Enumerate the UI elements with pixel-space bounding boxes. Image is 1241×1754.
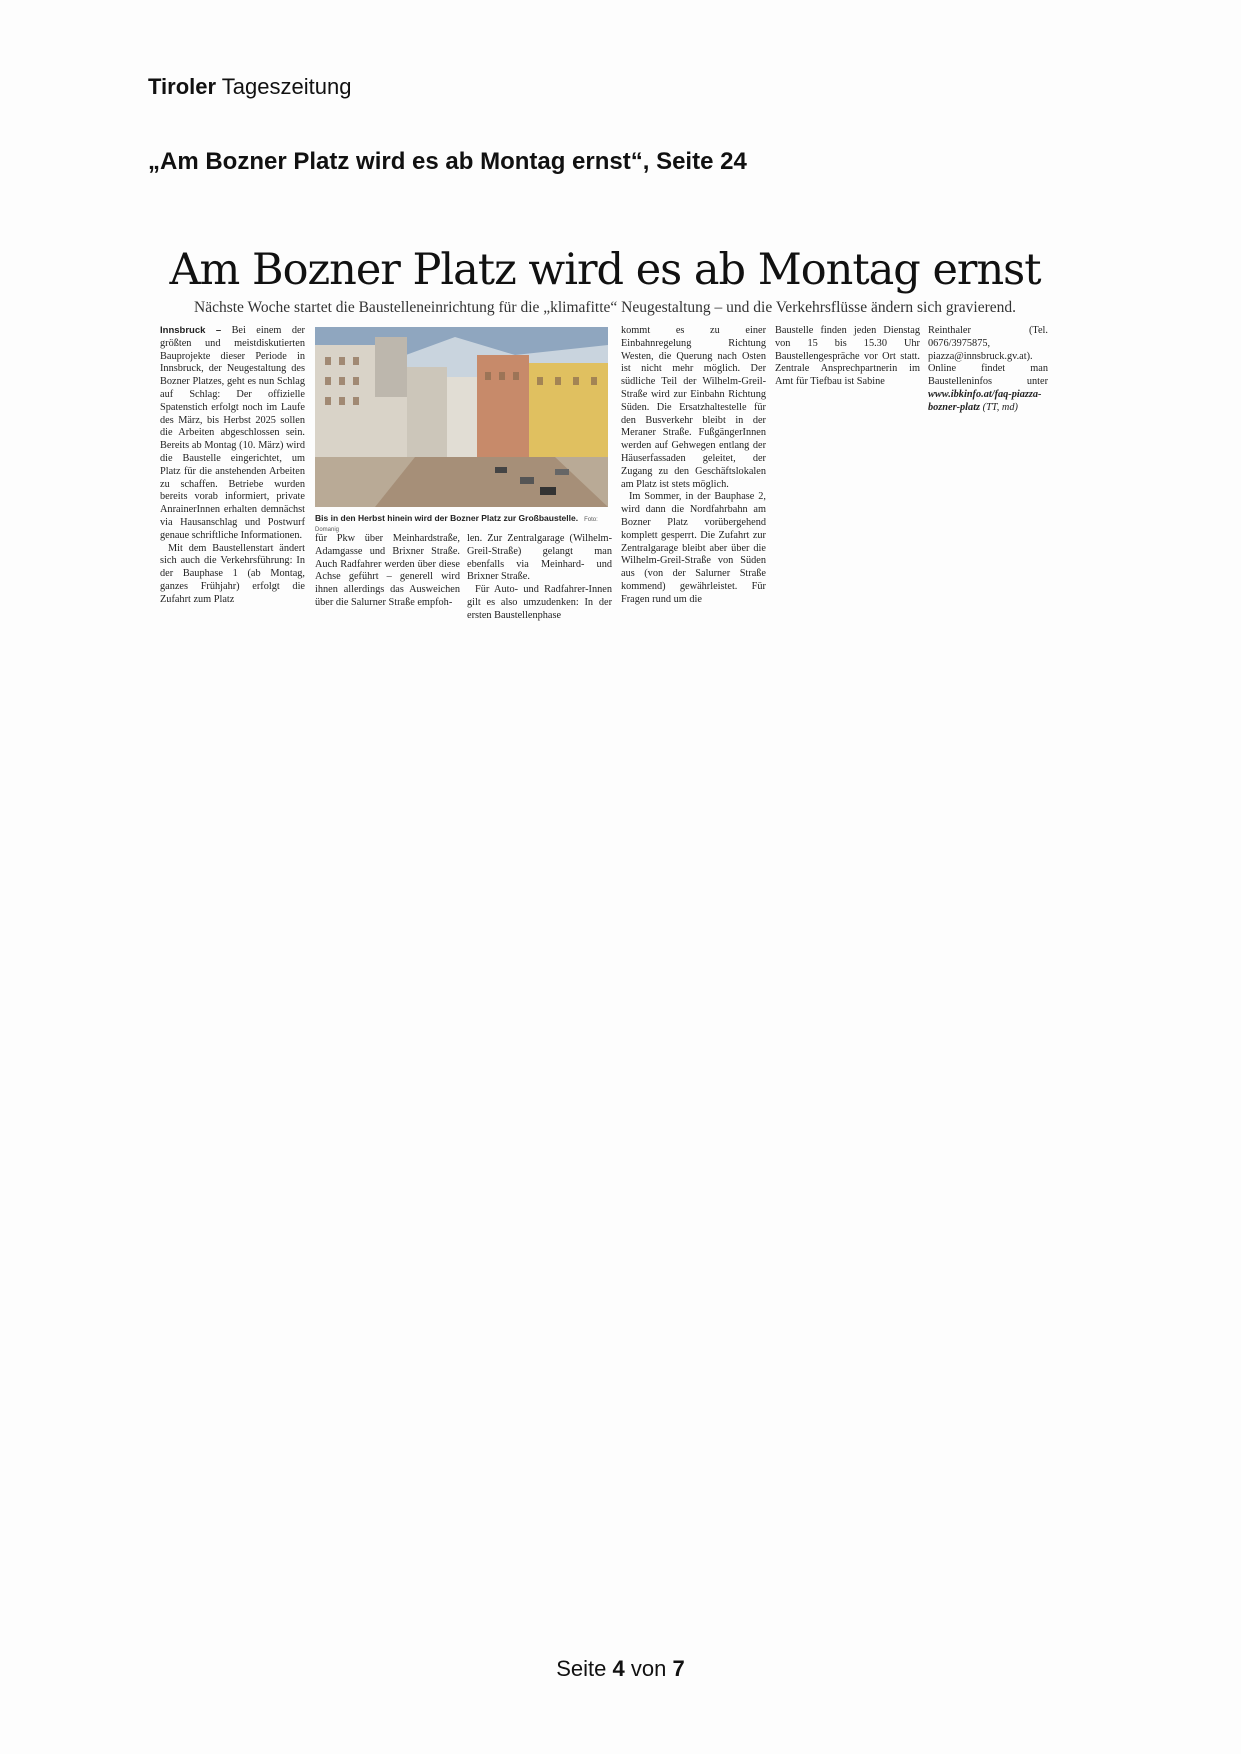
paragraph: kommt es zu einer Einbahnregelung Richtung Westen, die Querung nach Osten ist nicht mehr möglich. Der südliche Teil der Wilhelm-Greil-Straße wird zur Einbahn Richtung Süden. Die Ersatzhaltestelle für den Busverkehr bleibt in der Meraner Straße. FußgängerInnen werden auf Gehwegen entlang der Häuserfassaden geleitet, der Zugang zu den Geschäftslokalen am Platz ist stets möglich. bbox=[621, 325, 766, 490]
article-headline: Am Bozner Platz wird es ab Montag ernst bbox=[169, 245, 1041, 295]
photo-credit: Foto: Domanig bbox=[315, 517, 598, 533]
article-column-2 bbox=[315, 533, 460, 610]
article-column-1 bbox=[160, 325, 305, 607]
page-footer bbox=[0, 1656, 1241, 1682]
paragraph: für Pkw über Meinhardstraße, Adamgasse und Brixner Straße. Auch Radfahrer werden über diese Achse geführt – generell wird ihnen allerdings das Ausweichen über die Salurner Straße empfoh- bbox=[315, 533, 460, 608]
paragraph bbox=[928, 325, 1048, 415]
article-column-5 bbox=[775, 325, 920, 389]
newspaper-clipping bbox=[160, 245, 1050, 621]
page-total: 7 bbox=[672, 1656, 685, 1681]
page-label: Seite bbox=[556, 1656, 607, 1681]
paragraph: len. Zur Zentralgarage (Wilhelm-Greil-Straße) gelangt man ebenfalls via Meinhard- und Brixner Straße. bbox=[467, 533, 612, 583]
page-of-label: von bbox=[630, 1656, 667, 1681]
publication-name bbox=[148, 74, 351, 100]
author-signature: (TT, md) bbox=[982, 401, 1018, 413]
paragraph-text: Reinthaler (Tel. 0676/3975875, piazza@innsbruck.gv.at). Online findet man Baustelleninfos unter bbox=[928, 325, 1048, 388]
paragraph: Im Sommer, in der Bauphase 2, wird dann die Nordfahrbahn am Bozner Platz vorübergehend komplett gesperrt. Die Zufahrt zur Zentralgarage bleibt aber über die Wilhelm-Greil-Straße von Süden aus (von der Salurner Straße kommend) gewährleistet. Für Fragen rund um die bbox=[621, 491, 766, 605]
publication-name-bold: Tiroler bbox=[148, 74, 217, 99]
paragraph: Für Auto- und Radfahrer-Innen gilt es also umzudenken: In der ersten Baustellenphase bbox=[467, 584, 612, 621]
article-column-3 bbox=[467, 533, 612, 623]
photo-caption bbox=[315, 513, 608, 533]
paragraph: Baustelle finden jeden Dienstag von 15 bis 15.30 Uhr Baustellengespräche vor Ort statt. Zentrale Ansprechpartnerin im Amt für Tiefbau ist Sabine bbox=[775, 325, 920, 388]
article-photo bbox=[315, 327, 608, 507]
article-column-4 bbox=[621, 325, 766, 607]
paragraph: Mit dem Baustellenstart ändert sich auch die Verkehrsführung: In der Bauphase 1 (ab Montag, ganzes Frühjahr) erfolgt die Zufahrt zum Platz bbox=[160, 542, 305, 605]
paragraph-text: Bei einem der größten und meistdiskutierten Bauprojekte dieser Periode in Innsbruck, der Neugestaltung des Bozner Platzes, geht es nun Schlag auf Schlag: Der offizielle Spatenstich erfolgt noch im Laufe des März, bis Herbst 2025 sollen die Arbeiten abgeschlossen sein. Bereits ab Montag (10. März) wird die Baustelle eingerichtet, um Platz für die anstehenden Arbeiten zu schaffen. Betriebe wurden bereits vorab informiert, private AnrainerInnen erhalten demnächst via Hausanschlag und Postwurf genaue schriftliche Informationen. bbox=[160, 325, 305, 541]
document-title: „Am Bozner Platz wird es ab Montag ernst“, Seite 24 bbox=[148, 148, 747, 175]
article-subheadline: Nächste Woche startet die Baustelleneinrichtung für die „klimafitte“ Neugestaltung – und die Verkehrsflüsse ändern sich gravierend. bbox=[194, 299, 1016, 316]
publication-name-rest: Tageszeitung bbox=[221, 74, 352, 99]
page-number: 4 bbox=[612, 1656, 625, 1681]
photo-caption-text: Bis in den Herbst hinein wird der Bozner Platz zur Großbaustelle. bbox=[315, 513, 579, 523]
dateline: Innsbruck – bbox=[160, 325, 222, 336]
paragraph bbox=[160, 325, 305, 543]
info-link[interactable]: www.ibkinfo.at/faq-piazza-bozner-platz bbox=[928, 388, 1042, 413]
article-column-6 bbox=[928, 325, 1048, 415]
